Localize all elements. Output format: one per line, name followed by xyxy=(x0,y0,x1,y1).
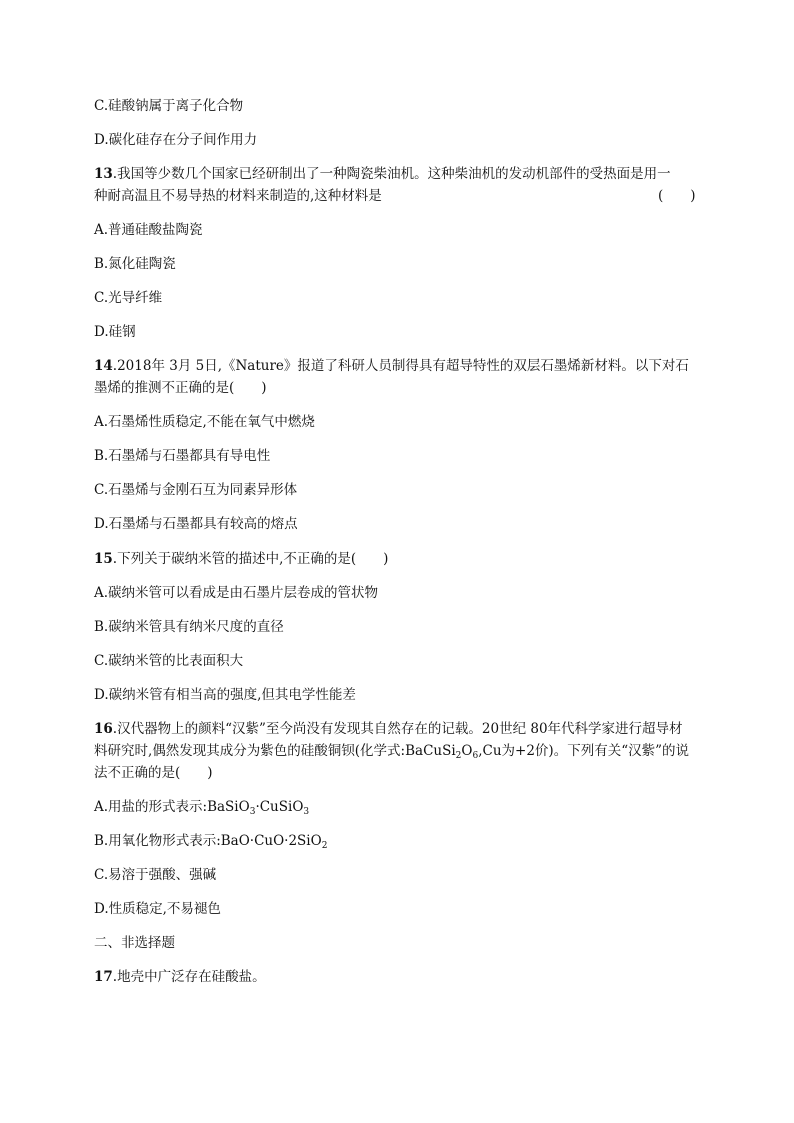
q14-number: 14 xyxy=(94,358,113,374)
q16-option-d: D.性质稳定,不易褪色 xyxy=(94,901,221,917)
q16-option-a-text: A.用盐的形式表示:BaSiO xyxy=(94,799,250,815)
q15-option-c: C.碳纳米管的比表面积大 xyxy=(94,653,244,669)
q16-option-a-text2: ·CuSiO xyxy=(255,799,304,815)
q17-stem-line1 xyxy=(94,968,266,986)
q16-option-a-sub1: 3 xyxy=(249,807,256,817)
q13-stem-line2: 种耐高温且不易导热的材料来制造的,这种材料是 xyxy=(94,188,382,204)
q16-option-b xyxy=(94,832,327,850)
q13-stem-line1 xyxy=(94,165,671,183)
q17-number: 17 xyxy=(94,969,113,985)
q16-subscript-2: 2 xyxy=(455,751,462,761)
q13-stem-text1: .我国等少数几个国家已经研制出了一种陶瓷柴油机。这种柴油机的发动机部件的受热面是用一 xyxy=(112,166,671,182)
q16-subscript-6: 6 xyxy=(472,751,479,761)
q16-option-b-sub: 2 xyxy=(321,841,328,851)
q16-stem-text1: .汉代器物上的颜料“汉紫”至今尚没有发现其自然存在的记载。20世纪 80年代科学家进行超导材 xyxy=(112,721,683,737)
q16-option-b-text: B.用氧化物形式表示:BaO·CuO·2SiO xyxy=(94,833,322,849)
q15-option-d: D.碳纳米管有相当高的强度,但其电学性能差 xyxy=(94,687,356,703)
q13-option-b: B.氮化硅陶瓷 xyxy=(94,256,176,272)
q16-option-a-sub2: 3 xyxy=(303,807,310,817)
q14-stem-line1 xyxy=(94,357,689,375)
q12-option-c: C.硅酸钠属于离子化合物 xyxy=(94,98,244,114)
section-title-nonchoice: 二、非选择题 xyxy=(94,935,175,951)
q15-option-b: B.碳纳米管具有纳米尺度的直径 xyxy=(94,619,284,635)
q13-number: 13 xyxy=(94,166,113,182)
q14-option-a: A.石墨烯性质稳定,不能在氧气中燃烧 xyxy=(94,414,315,430)
q13-option-a: A.普通硅酸盐陶瓷 xyxy=(94,222,203,238)
q14-stem-line2: 墨烯的推测不正确的是( ) xyxy=(94,380,267,396)
q14-stem-text1: .2018年 3月 5日,《Nature》报道了科研人员制得具有超导特性的双层石墨烯新材料。以下对石 xyxy=(112,358,689,374)
q16-stem-text2a: 料研究时,偶然发现其成分为紫色的硅酸铜钡(化学式:BaCuSi xyxy=(94,743,456,759)
q16-option-a xyxy=(94,798,309,816)
q17-stem-text1: .地壳中广泛存在硅酸盐。 xyxy=(112,969,266,985)
q13-option-c: C.光导纤维 xyxy=(94,290,163,306)
q16-number: 16 xyxy=(94,721,113,737)
q14-option-b: B.石墨烯与石墨都具有导电性 xyxy=(94,448,271,464)
q15-option-a: A.碳纳米管可以看成是由石墨片层卷成的管状物 xyxy=(94,585,379,601)
q16-stem-text2b: O xyxy=(461,743,473,759)
q16-stem-line1 xyxy=(94,720,683,738)
q15-stem-text1: .下列关于碳纳米管的描述中,不正确的是( ) xyxy=(112,551,389,567)
q16-option-c: C.易溶于强酸、强碱 xyxy=(94,867,217,883)
q14-option-c: C.石墨烯与金刚石互为同素异形体 xyxy=(94,482,298,498)
q15-stem-line1 xyxy=(94,550,388,568)
q14-option-d: D.石墨烯与石墨都具有较高的熔点 xyxy=(94,516,298,532)
q13-answer-blank: ( ) xyxy=(658,188,696,204)
q16-stem-text2c: ,Cu为+2价)。下列有关“汉紫”的说 xyxy=(478,743,690,759)
q16-stem-line3: 法不正确的是( ) xyxy=(94,765,213,781)
q12-option-d: D.碳化硅存在分子间作用力 xyxy=(94,132,258,148)
q13-option-d: D.硅钢 xyxy=(94,324,136,340)
q15-number: 15 xyxy=(94,551,113,567)
q16-stem-line2 xyxy=(94,742,689,760)
